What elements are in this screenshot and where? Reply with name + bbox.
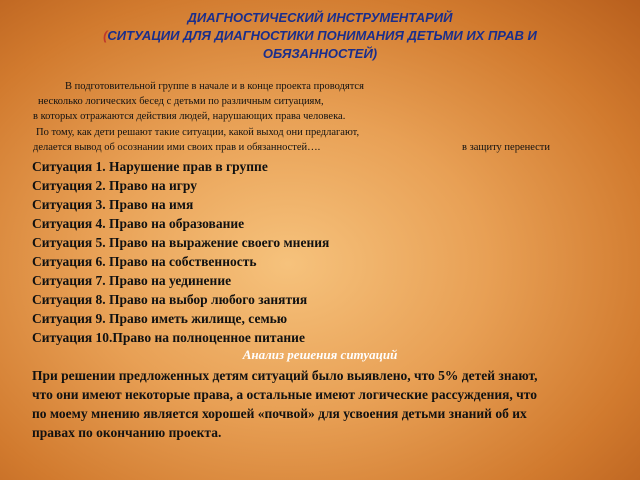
page-title: ДИАГНОСТИЧЕСКИЙ ИНСТРУМЕНТАРИЙ <box>187 10 453 25</box>
situation-item: Ситуация 8. Право на выбор любого занятия <box>32 292 308 307</box>
intro-line-3: в которых отражаются действия людей, нарушающих права человека. <box>33 111 346 122</box>
situation-item: Ситуация 2. Право на игру <box>32 178 198 193</box>
situation-item: Ситуация 10.Право на полноценное питание <box>32 330 305 345</box>
situation-item: Ситуация 4. Право на образование <box>32 216 245 231</box>
subtitle-text: СИТУАЦИИ ДЛЯ ДИАГНОСТИКИ ПОНИМАНИЯ ДЕТЬМИ ИХ ПРАВ И <box>107 28 537 43</box>
intro-line-1: В подготовительной группе в начале и в конце проекта проводятся <box>65 81 364 92</box>
situation-item: Ситуация 7. Право на уединение <box>32 273 232 288</box>
intro-line-5-right: в защиту перенести <box>462 142 551 153</box>
subtitle-open-paren: ( <box>103 28 108 43</box>
intro-line-4: По тому, как дети решают такие ситуации, какой выход они предлагают, <box>36 127 360 138</box>
analysis-line-4: правах по окончанию проекта. <box>32 425 222 440</box>
situation-item: Ситуация 3. Право на имя <box>32 197 194 212</box>
situation-item: Ситуация 5. Право на выражение своего мнения <box>32 235 330 250</box>
analysis-heading: Анализ решения ситуаций <box>242 347 398 362</box>
intro-line-2: несколько логических бесед с детьми по различным ситуациям, <box>38 96 324 107</box>
situation-item: Ситуация 1. Нарушение прав в группе <box>32 159 268 174</box>
situation-item: Ситуация 9. Право иметь жилище, семью <box>32 311 288 326</box>
page-subtitle <box>20 27 620 45</box>
analysis-line-3: по моему мнению является хорошей «почвой» для усвоения детьми знаний об их <box>32 406 527 421</box>
situation-item: Ситуация 6. Право на собственность <box>32 254 257 269</box>
intro-line-5: делается вывод об осознании ими своих прав и обязанностей…. <box>33 142 321 153</box>
page-subtitle-end: ОБЯЗАННОСТЕЙ) <box>262 46 378 61</box>
analysis-line-1: При решении предложенных детям ситуаций было выявлено, что 5% детей знают, <box>32 368 538 383</box>
analysis-line-2: что они имеют некоторые права, а остальные имеют логические рассуждения, что <box>32 387 538 402</box>
